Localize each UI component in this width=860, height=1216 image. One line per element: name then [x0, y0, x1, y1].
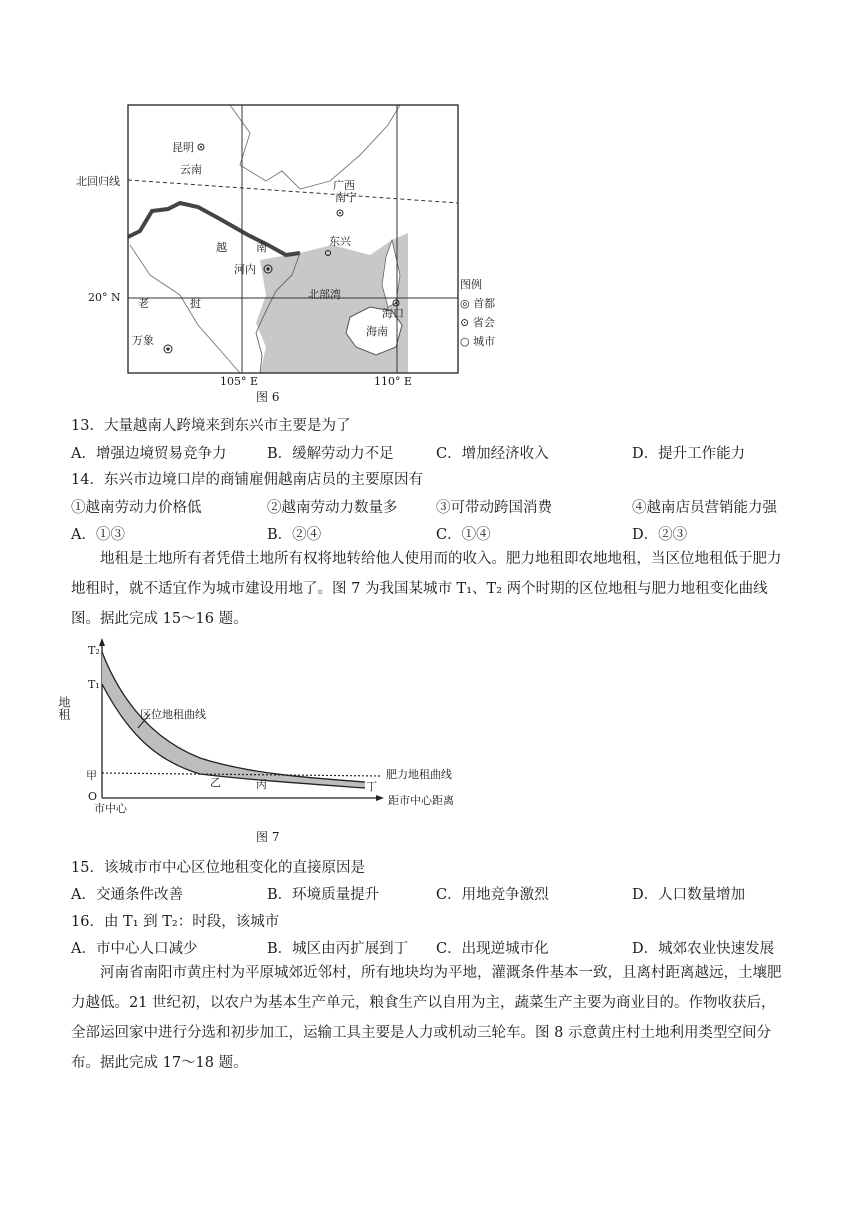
label-yi: 乙	[210, 776, 221, 789]
q16-option-c: C．出现逆城市化	[436, 941, 549, 957]
passage-huangzhuang-village: 河南省南阳市黄庄村为平原城郊近邻村，所有地块均为平地，灌溉条件基本一致，且离村距离越远，土壤肥力越低。21 世纪初，以农户为基本生产单元，粮食生产以自用为主，蔬菜生产主要为商业目的。作物收获后，全部运回家中进行分选和初步加工，运输工具主要是人力或机动三轮车。图 8 示意黄庄村土地利用类型空间分布。据此完成 17～18 题。	[71, 965, 782, 1071]
label-t2: T₂	[88, 644, 100, 657]
question-14-stem: 14．东兴市边境口岸的商铺雇佣越南店员的主要原因有	[71, 472, 423, 488]
legend-title: 图例	[460, 278, 482, 291]
label-vietnam-2: 南	[256, 241, 267, 254]
q15-option-c: C．用地竞争激烈	[436, 887, 549, 903]
label-guangxi: 广西	[333, 179, 355, 192]
q13-option-d: D．提升工作能力	[632, 446, 746, 462]
province-boundaries	[230, 105, 400, 189]
legend-capital: ◎ 首都	[460, 297, 496, 310]
q16-option-b: B．城区由丙扩展到丁	[267, 941, 409, 957]
label-bing: 丙	[256, 778, 267, 791]
figure-7-chart	[57, 638, 480, 838]
provincial-capital-icon: ⊙	[460, 316, 470, 329]
label-t1: T₁	[88, 678, 100, 691]
label-location-rent-curve: 区位地租曲线	[140, 708, 206, 721]
label-vientiane: 万象	[132, 334, 154, 347]
q14-item-3: ③可带动跨国消费	[436, 500, 552, 516]
sea-area	[256, 233, 408, 373]
q13-option-b: B．缓解劳动力不足	[267, 446, 394, 462]
label-tropic: 北回归线	[76, 175, 120, 188]
label-laos-1: 老	[138, 297, 149, 310]
china-vietnam-border	[128, 203, 300, 255]
label-lon-110e: 110° E	[374, 375, 413, 388]
q14-item-2: ②越南劳动力数量多	[267, 500, 398, 516]
label-yunnan: 云南	[180, 163, 202, 176]
passage-land-rent: 地租是土地所有者凭借土地所有权将地转给他人使用而的收入。肥力地租即农地地租，当区位地租低于肥力地租时，就不适宜作为城市建设用地了。图 7 为我国某城市 T₁、T₂ 两个时期的区位地租与肥力地租变化曲线图。据此完成 15～16 题。	[71, 551, 782, 627]
tropic-line	[128, 180, 458, 203]
q14-option-c: C．①④	[436, 527, 491, 543]
q15-option-d: D．人口数量增加	[632, 887, 746, 903]
label-hainan: 海南	[366, 325, 388, 338]
map-graphic	[70, 85, 470, 395]
label-vietnam-1: 越	[216, 241, 227, 254]
q14-option-a: A．①③	[71, 527, 125, 543]
q13-option-a: A．增强边境贸易竞争力	[71, 446, 227, 462]
label-origin: O	[88, 790, 98, 803]
q15-option-b: B．环境质量提升	[267, 887, 380, 903]
question-13-stem: 13．大量越南人跨境来到东兴市主要是为了	[71, 418, 351, 434]
label-laos-2: 挝	[190, 297, 201, 310]
label-city-center: 市中心	[94, 802, 127, 815]
legend-provincial-capital: ⊙ 省会	[460, 316, 495, 329]
city-icon: ○	[460, 335, 470, 348]
q16-option-d: D．城郊农业快速发展	[632, 941, 775, 957]
label-beibu-gulf: 北部湾	[308, 288, 341, 301]
y-axis-label: 地租	[57, 696, 71, 720]
q14-option-d: D．②③	[632, 527, 688, 543]
label-dongxing: 东兴	[329, 235, 351, 248]
figure-6-map	[70, 85, 470, 395]
label-ding: 丁	[366, 780, 377, 793]
label-nanning: 南宁	[335, 191, 357, 204]
capital-icon: ◎	[460, 297, 470, 310]
label-lon-105e: 105° E	[220, 375, 259, 388]
label-fertility-rent-curve: 肥力地租曲线	[386, 768, 452, 781]
figure-6-caption: 图 6	[256, 390, 280, 404]
figure-6-legend	[460, 275, 495, 351]
figure-7-caption: 图 7	[256, 830, 280, 844]
label-kunming: 昆明	[172, 141, 194, 154]
rent-curve-graphic	[80, 638, 480, 818]
label-haikou: 海口	[382, 307, 404, 320]
question-16-stem: 16．由 T₁ 到 T₂：时段，该城市	[71, 914, 280, 930]
label-lat-20n: 20° N	[88, 291, 121, 304]
label-hanoi: 河内	[234, 263, 256, 276]
label-jia: 甲	[86, 769, 97, 782]
legend-city: ○ 城市	[460, 335, 496, 348]
q13-option-c: C．增加经济收入	[436, 446, 549, 462]
q14-item-1: ①越南劳动力价格低	[71, 500, 202, 516]
question-15-stem: 15．该城市市中心区位地租变化的直接原因是	[71, 860, 365, 876]
q14-option-b: B．②④	[267, 527, 322, 543]
q16-option-a: A．市中心人口减少	[71, 941, 198, 957]
q15-option-a: A．交通条件改善	[71, 887, 183, 903]
x-axis-label: 距市中心距离	[388, 794, 454, 807]
q14-item-4: ④越南店员营销能力强	[632, 500, 777, 516]
